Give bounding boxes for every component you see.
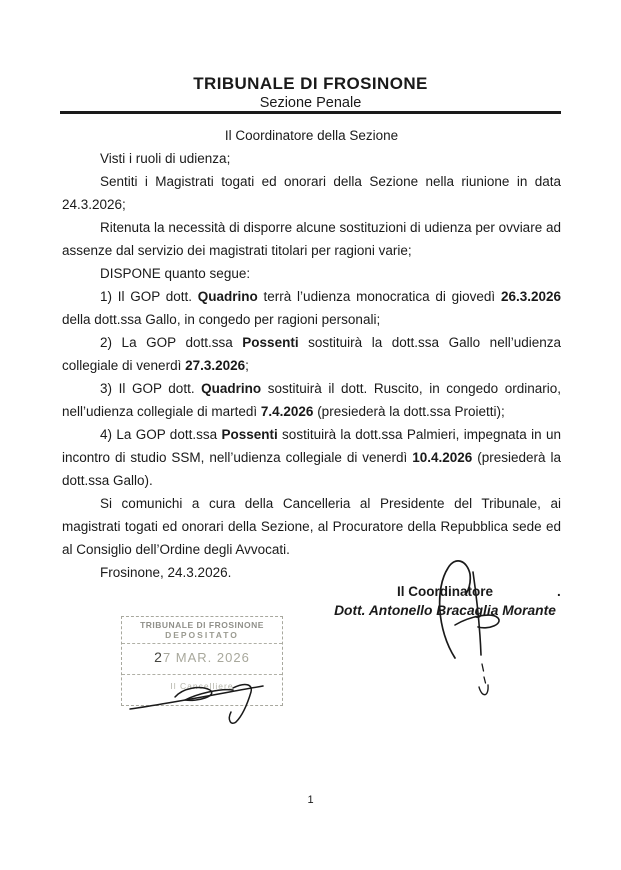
paragraph-punto-3: 3) Il GOP dott. Quadrino sostituirà il dott. Ruscito, in congedo ordinario, nell’udienza collegiale di martedì 7.4.2026 (presiederà la dott.ssa Proietti);	[62, 381, 561, 419]
paragraph-punto-1: 1) Il GOP dott. Quadrino terrà l’udienza monocratica di giovedì 26.3.2026 della dott.ssa Gallo, in congedo per ragioni personali;	[62, 289, 561, 327]
document-body	[62, 124, 561, 584]
stamp-office-label: TRIBUNALE DI FROSINONE	[140, 620, 264, 630]
paragraph-premessa-ruoli: Visti i ruoli di udienza;	[100, 151, 231, 166]
stamp-status-label: DEPOSITATO	[165, 630, 239, 640]
paragraph-punto-2: 2) La GOP dott.ssa Possenti sostituirà la dott.ssa Gallo nell’udienza collegiale di venerdì 27.3.2026;	[62, 335, 561, 373]
stamp-date	[122, 644, 282, 671]
coordinator-signature	[415, 556, 515, 706]
stamp-divider	[122, 674, 282, 675]
paragraph-dispone: DISPONE quanto segue:	[100, 266, 251, 281]
header-rule	[60, 111, 561, 114]
stamp-date-day: 2	[154, 649, 163, 665]
signer-role: Il Coordinatore	[396, 584, 493, 599]
role-line: Il Coordinatore della Sezione	[224, 128, 399, 143]
court-title: TRIBUNALE DI FROSINONE	[193, 74, 428, 93]
stamp-clerk-label: Il Cancelliere	[170, 681, 234, 691]
signer-name: Dott. Antonello Bracaglia Morante	[334, 603, 556, 618]
clerk-signature	[123, 676, 275, 730]
page-number: 1	[307, 794, 314, 806]
paragraph-punto-4: 4) La GOP dott.ssa Possenti sostituirà la dott.ssa Palmieri, impegnata in un incontro di studio SSM, nell’udienza collegiale di venerdì 10.4.2026 (presiederà la dott.ssa Gallo).	[62, 427, 562, 488]
stamp-date-rest: 7 MAR. 2026	[162, 650, 250, 665]
paragraph-premessa-riunione: Sentiti i Magistrati togati ed onorari della Sezione nella riunione in data 24.3.2026;	[62, 174, 561, 212]
paragraph-luogo-data: Frosinone, 24.3.2026.	[100, 565, 232, 580]
section-subtitle: Sezione Penale	[259, 95, 362, 111]
paragraph-comunicazioni: Si comunichi a cura della Cancelleria al Presidente del Tribunale, ai magistrati togati ed onorari della Sezione, al Procuratore della Repubblica sede ed al Consiglio dell’Ordine degli Avvocati.	[62, 496, 561, 557]
paragraph-premessa-necessita: Ritenuta la necessità di disporre alcune sostituzioni di udienza per ovviare ad assenze dal servizio dei magistrati titolari per ragioni varie;	[62, 220, 561, 258]
signature-trailing-dot: .	[557, 584, 561, 599]
